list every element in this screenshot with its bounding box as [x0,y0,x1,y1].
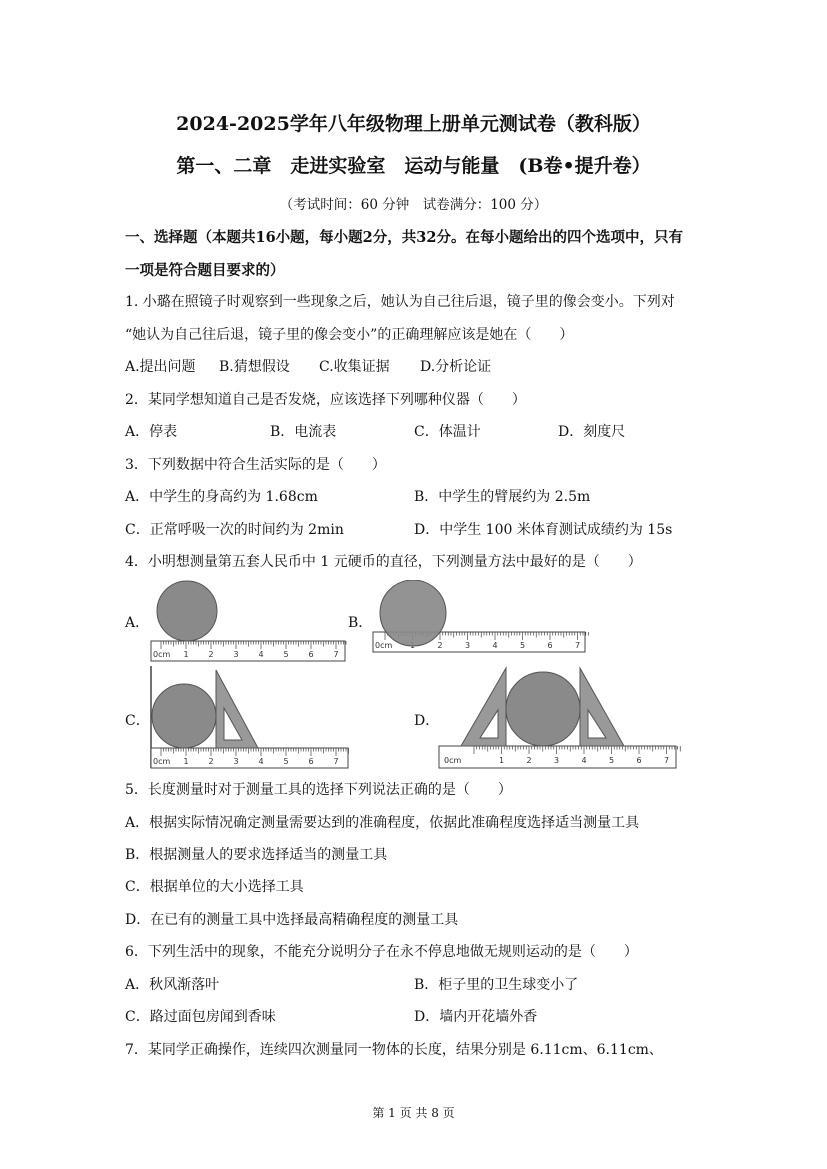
q1-stem-line2: “她认为自己往后退，镜子里的像会变小”的正确理解应该是她在（ ） [125,327,574,343]
ruler-number: 2 [526,756,532,765]
q5-option-d: D．在已有的测量工具中选择最高精确程度的测量工具 [125,912,459,928]
ruler-number: 6 [308,757,314,766]
ruler-number: 7 [574,641,581,650]
q7-stem: 7．某同学正确操作，连续四次测量同一物体的长度，结果分别是 6.11cm、6.11cm、 [125,1042,663,1058]
ruler-number: 4 [492,641,498,650]
ruler-unit-label: 0cm [375,641,393,650]
q1-option-c: C.收集证据 [319,359,390,375]
q1-stem-line1: 1. 小璐在照镜子时观察到一些现象之后，她认为自己往后退，镜子里的像会变小。下列对 [125,294,675,310]
q6-option-a: A．秋风渐落叶 [125,977,220,993]
q3-option-d: D．中学生 100 米体育测试成绩约为 15s [414,522,673,538]
ruler-number: 5 [608,756,615,765]
exam-info: （考试时间：60 分钟 试卷满分：100 分） [279,197,548,213]
q4-figure-b [370,580,590,655]
coin [157,581,217,641]
ruler-number: 1 [183,650,189,659]
q5-option-c: C．根据单位的大小选择工具 [125,879,304,895]
ruler-unit-label: 0cm [153,757,171,766]
q6-option-c: C．路过面包房闻到香味 [125,1009,276,1025]
section-heading-line1: 一、选择题（本题共16小题，每小题2分，共32分。在每小题给出的四个选项中，只有 [125,229,683,246]
q1-option-d: D.分析论证 [420,359,492,375]
ruler-number: 5 [283,650,289,659]
ruler-number: 3 [553,756,560,765]
coin [152,684,216,748]
ruler-number: 5 [519,641,526,650]
q3-option-a: A．中学生的身高约为 1.68cm [125,489,318,505]
q2-option-a: A．停表 [125,424,178,440]
exam-title: 2024-2025学年八年级物理上册单元测试卷（教科版） [176,113,651,135]
q5-stem: 5．长度测量时对于测量工具的选择下列说法正确的是（ ） [125,782,512,798]
ruler-number: 4 [581,756,587,765]
q4-fig-label-d: D． [414,713,440,729]
q1-option-a: A.提出问题 [125,359,196,375]
q4-figure-a [148,575,348,665]
ruler-number: 6 [308,650,314,659]
exam-subtitle: 第一、二章 走进实验室 运动与能量 (B卷•提升卷） [176,155,651,177]
right-set-square [580,668,624,746]
ruler-number: 7 [663,756,670,765]
left-set-square [461,668,506,746]
ruler-number: 5 [283,757,289,766]
q3-option-c: C．正常呼吸一次的时间约为 2min [125,522,344,538]
ruler-number: 6 [547,641,553,650]
ruler-number: 1 [498,756,505,765]
q6-option-d: D．墙内开花墙外香 [414,1009,538,1025]
ruler-number: 2 [437,641,443,650]
coin [380,580,446,646]
q4-stem: 4．小明想测量第五套人民币中 1 元硬币的直径，下列测量方法中最好的是（ ） [125,554,642,570]
q2-stem: 2．某同学想知道自己是否发烧，应该选择下列哪种仪器（ ） [125,392,526,408]
ruler-number: 3 [233,650,239,659]
q4-fig-label-c: C． [125,713,150,729]
q6-option-b: B．柜子里的卫生球变小了 [414,977,579,993]
q4-figure-c [148,664,353,774]
ruler-number: 3 [233,757,239,766]
section-heading-line2: 一项是符合题目要求的） [125,262,285,279]
ruler-number: 7 [333,650,339,659]
q5-option-b: B．根据测量人的要求选择适当的测量工具 [125,847,388,863]
ruler-number: 4 [258,650,264,659]
q4-fig-label-a: A． [125,615,150,631]
q3-stem: 3．下列数据中符合生活实际的是（ ） [125,457,386,473]
q4-figure-d [436,664,681,774]
ruler-number: 2 [208,757,214,766]
ruler-number: 6 [636,756,642,765]
ruler-number: 2 [208,650,214,659]
ruler-unit-label: 0cm [444,756,462,765]
q6-stem: 6．下列生活中的现象，不能充分说明分子在永不停息地做无规则运动的是（ ） [125,944,638,960]
q2-option-d: D．刻度尺 [558,424,626,440]
q3-option-b: B．中学生的臂展约为 2.5m [414,489,591,505]
ruler [151,748,349,768]
q5-option-a: A．根据实际情况确定测量需要达到的准确程度，依据此准确程度选择适当测量工具 [125,815,640,831]
page-footer: 第 1 页 共 8 页 [372,1106,455,1120]
ruler-number: 4 [258,757,264,766]
q1-option-b: B.猜想假设 [219,359,290,375]
coin [506,672,580,746]
ruler-unit-label: 0cm [153,650,171,659]
ruler-number: 7 [333,757,339,766]
ruler-number: 3 [464,641,471,650]
q2-option-c: C．体温计 [414,424,481,440]
q2-option-b: B．电流表 [270,424,337,440]
set-square [216,670,258,748]
q4-fig-label-b: B． [348,615,373,631]
ruler [439,746,680,768]
ruler [151,641,348,661]
ruler-number: 1 [183,757,189,766]
